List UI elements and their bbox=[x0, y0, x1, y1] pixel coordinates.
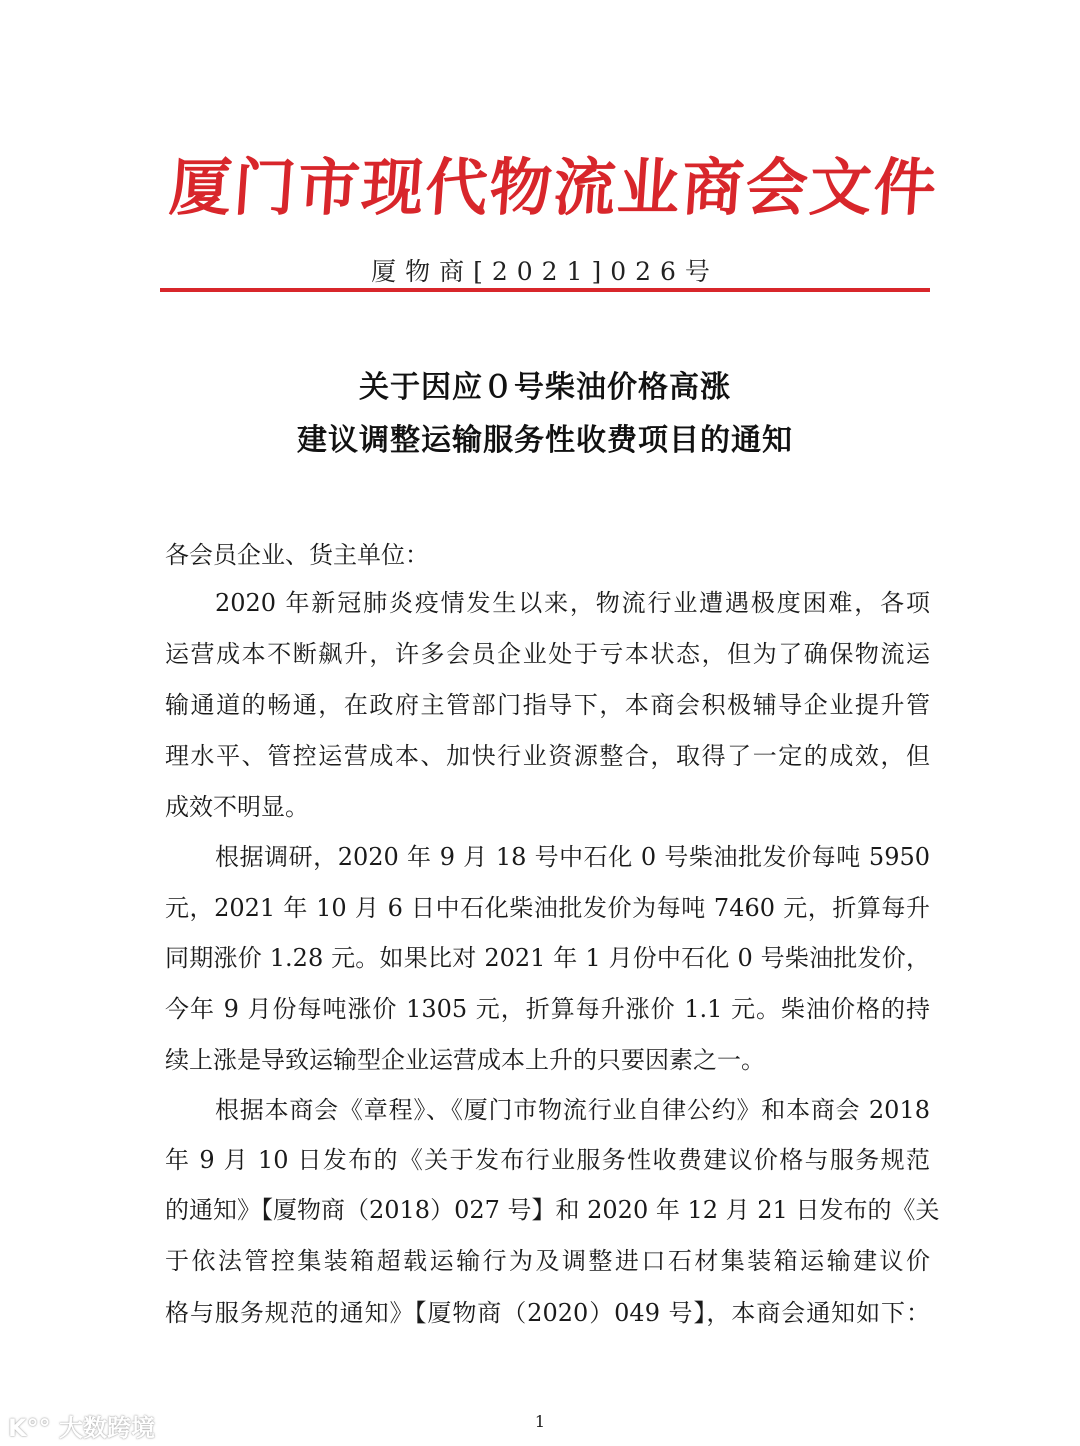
paragraph-3-line: 于依法管控集装箱超载运输行为及调整进口石材集装箱运输建议价 bbox=[165, 1247, 930, 1275]
paragraph-2-line: 根据调研，2020 年 9 月 18 号中石化 0 号柴油批发价每吨 5950 bbox=[215, 843, 930, 871]
paragraph-1-line: 2020 年新冠肺炎疫情发生以来，物流行业遭遇极度困难，各项 bbox=[215, 589, 930, 617]
paragraph-1-line: 运营成本不断飙升，许多会员企业处于亏本状态，但为了确保物流运 bbox=[165, 640, 930, 668]
notice-title-line-2: 建议调整运输服务性收费项目的通知 bbox=[297, 423, 793, 458]
org-title: 厦门市现代物流业商会文件 bbox=[167, 151, 941, 224]
paragraph-1-line: 输通道的畅通，在政府主管部门指导下，本商会积极辅导企业提升管 bbox=[165, 691, 930, 719]
paragraph-3-line: 根据本商会《章程》、《厦门市物流行业自律公约》和本商会 2018 bbox=[215, 1096, 930, 1124]
watermark-text: 大数跨境 bbox=[58, 1414, 155, 1442]
paragraph-1-line: 理水平、管控运营成本、加快行业资源整合，取得了一定的成效，但 bbox=[165, 742, 930, 770]
watermark bbox=[8, 1408, 155, 1443]
page-number: 1 bbox=[534, 1412, 546, 1431]
paragraph-2-line: 同期涨价 1.28 元。如果比对 2021 年 1 月份中石化 0 号柴油批发价， bbox=[165, 944, 930, 972]
paragraph-1-line: 成效不明显。 bbox=[165, 793, 309, 821]
paragraph-2-line: 元，2021 年 10 月 6 日中石化柴油批发价为每吨 7460 元，折算每升 bbox=[165, 894, 930, 922]
paragraph-3-line: 年 9 月 10 日发布的《关于发布行业服务性收费建议价格与服务规范 bbox=[165, 1146, 930, 1174]
notice-title-line-1: 关于因应０号柴油价格高涨 bbox=[359, 370, 731, 405]
paragraph-2-line: 续上涨是导致运输型企业运营成本上升的只要因素之一。 bbox=[165, 1046, 765, 1074]
doc-number: 厦物商[2021]026号 bbox=[371, 257, 719, 286]
watermark-logo-icon: K°° bbox=[8, 1414, 51, 1442]
salutation: 各会员企业、货主单位： bbox=[165, 541, 429, 569]
red-divider bbox=[160, 288, 930, 292]
paragraph-2-line: 今年 9 月份每吨涨价 1305 元，折算每升涨价 1.1 元。柴油价格的持 bbox=[165, 995, 930, 1023]
paragraph-3-line: 的通知》【厦物商（2018）027 号】和 2020 年 12 月 21 日发布的《关 bbox=[165, 1196, 940, 1224]
paragraph-3-line: 格与服务规范的通知》【厦物商（2020）049 号】，本商会通知如下： bbox=[165, 1299, 930, 1327]
